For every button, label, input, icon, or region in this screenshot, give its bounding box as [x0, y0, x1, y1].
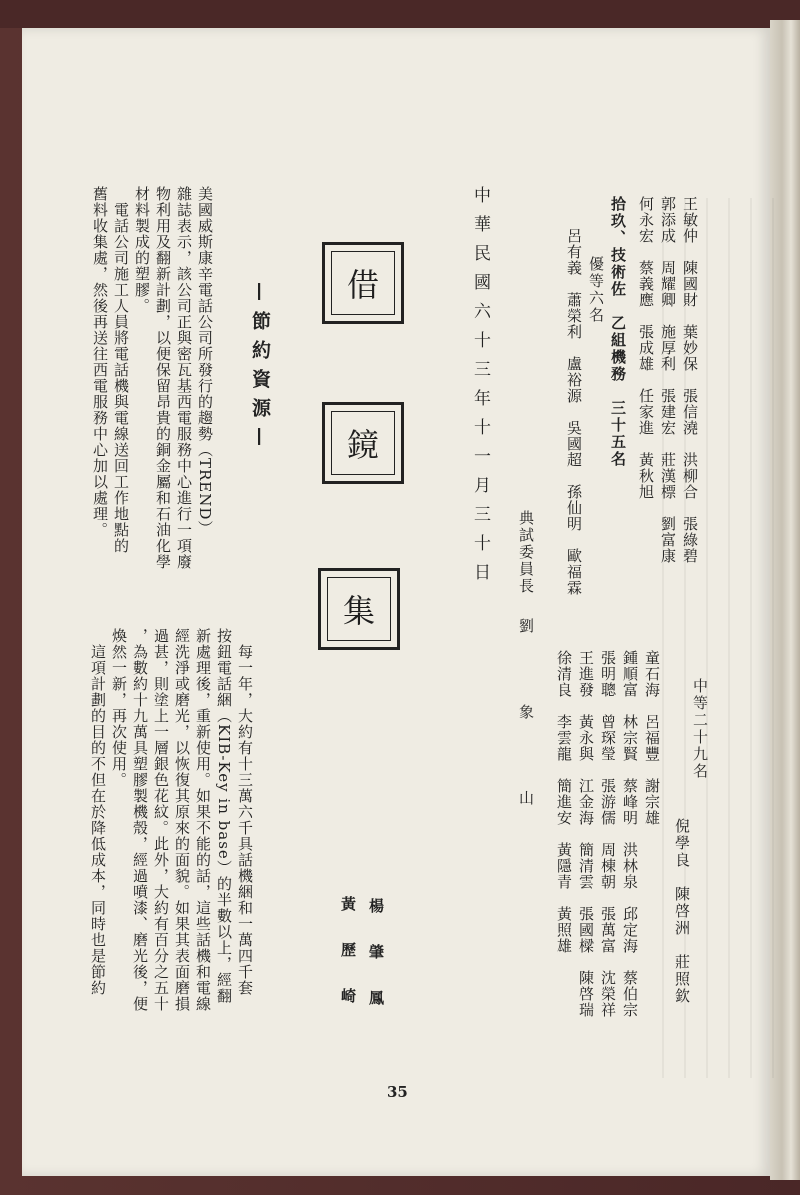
names-line: 呂有義 蕭榮利 盧裕源 吳國超 孫仙明 歐福霖	[565, 228, 583, 596]
article-line: 煥然一新，再次使用。	[110, 628, 128, 788]
signer-1: 楊 肇 鳳	[367, 898, 385, 1013]
column-title-char: 借	[346, 266, 379, 304]
article-line: 雜誌表示，該公司正與密瓦基西電服務中心進行一項廢	[175, 186, 193, 570]
document-page	[22, 28, 770, 1176]
issue-date: 中華民國六十三年十一月三十日	[470, 186, 490, 592]
column-title-char: 鏡	[346, 426, 379, 464]
middle-grade-count: 中等二十九名	[691, 678, 709, 780]
article-line: 按鈕電話綑（KIB-Key in base）的半數以上，經翻	[215, 628, 233, 1004]
names-line: 王敏仲 陳國財 葉妙保 張信澆 洪柳合 張綠碧	[681, 196, 699, 564]
names-line: 鍾順富 林宗賢 蔡峰明 洪林泉 邱定海 蔡伯宗	[621, 650, 639, 1018]
article-line: 舊料收集處，然後再送往西電服務中心加以處理。	[91, 186, 109, 538]
article-line: 過甚，則塗上一層銀色花紋。此外，大約有百分之五十	[152, 628, 170, 1012]
chief-examiner-title: 典試委員長	[517, 510, 535, 595]
chief-examiner-name: 劉 象 山	[517, 618, 535, 833]
names-line: 張明聰 曾琛瑩 張游儒 周棟朝 張萬富 沈榮祥	[599, 650, 617, 1018]
names-line: 徐清良 李雲龍 簡進安 黃隱青 黃照雄	[555, 650, 573, 954]
article-line: 物利用及翻新計劃，以便保留昂貴的銅金屬和石油化學	[154, 186, 172, 570]
names-line: 王進發 黃永與 江金海 簡清雲 張國樑 陳啓瑞	[577, 650, 595, 1018]
article-line: ，為數約十九萬具塑膠製機殼，經過噴漆、磨光後，便	[131, 628, 149, 1012]
article-line: 材料製成的塑膠。	[133, 186, 151, 314]
book-cover-edge	[0, 0, 800, 28]
article-line: 美國威斯康辛電話公司所發行的趨勢（TREND）	[196, 186, 214, 537]
article-line: 電話公司施工人員將電話機與電線送回工作地點的	[112, 186, 130, 554]
names-block-3	[554, 650, 661, 1018]
column-title-box-1	[322, 242, 404, 324]
article-line: 這項計劃的目的不但在於降低成本，同時也是節約	[89, 628, 107, 996]
names-line: 童石海 呂福豐 謝宗雄	[643, 650, 661, 826]
article-line: 經洗淨或磨光，以恢復其原來的面貌。如果其表面磨損	[173, 628, 191, 1012]
article-line: 新處理後，重新使用。如果不能的話，這些話機和電線	[194, 628, 212, 1012]
section-title: 拾玖、技術佐 乙組機務 三十五名	[609, 196, 627, 468]
article-body-upper	[90, 186, 214, 570]
names-block-2	[564, 228, 583, 596]
column-title-box-2	[322, 402, 404, 484]
article-title: —節約資源—	[249, 282, 271, 456]
article-body-lower	[88, 628, 254, 1012]
names-block-1	[636, 196, 699, 564]
page-number: 35	[387, 1083, 408, 1101]
column-title-char: 集	[342, 592, 375, 630]
names-line: 何永宏 蔡義應 張成雄 任家進 黃秋旭	[637, 196, 655, 500]
excellent-count: 優等六名	[587, 256, 605, 324]
signer-2: 黃 歷 崎	[339, 896, 357, 1011]
article-line: 每一年，大約有十三萬六千具話機綑和一萬四千套	[236, 628, 254, 996]
extra-names: 倪學良 陳啓洲 莊照欽	[673, 818, 691, 1005]
names-line: 郭添成 周耀卿 施厚利 張建宏 莊漢標 劉富康	[659, 196, 677, 564]
column-title-box-3	[318, 568, 400, 650]
